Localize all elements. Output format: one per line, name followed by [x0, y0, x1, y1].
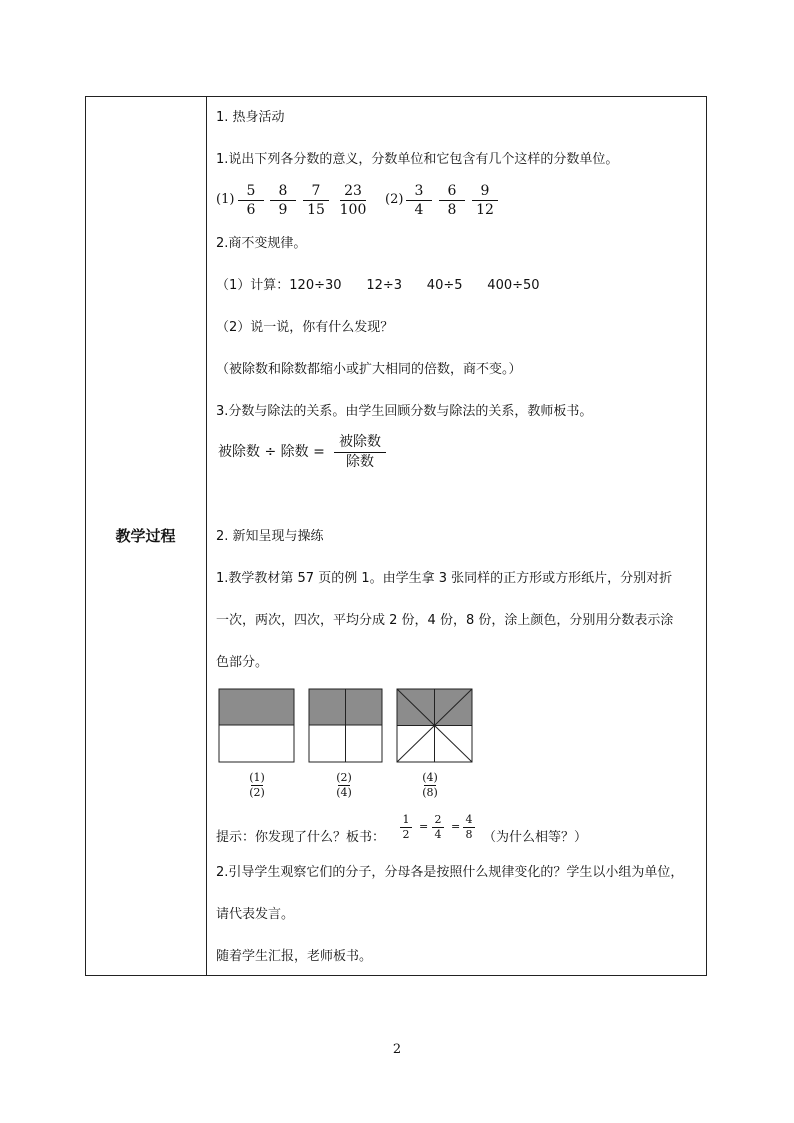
fraction: 5 6 [234, 183, 268, 218]
warmup-question-3: 3.分数与除法的关系。由学生回顾分数与除法的关系，教师板书。 [216, 404, 593, 419]
equals-sign: = [451, 820, 461, 833]
paragraph-1-line-3: 色部分。 [216, 655, 269, 670]
formula-numerator: 被除数 [339, 434, 381, 450]
new-knowledge-heading: 2. 新知呈现与操练 [216, 529, 324, 544]
figure-caption: (1) (2) [249, 771, 265, 799]
formula-denominator: 除数 [346, 454, 374, 470]
hint-suffix: （为什么相等？） [483, 830, 588, 845]
section-label: 教学过程 [115, 527, 176, 545]
calc-line: （1）计算：120÷30 12÷3 40÷5 400÷50 [216, 278, 540, 293]
fraction: 2 4 [426, 814, 450, 841]
page-number: 2 [392, 1042, 402, 1057]
fraction: 23 100 [339, 183, 367, 218]
paper-eighths [397, 689, 472, 762]
warmup-heading: 1. 热身活动 [216, 110, 285, 125]
fraction: 1 2 [394, 814, 418, 841]
formula-left: 被除数 ÷ 除数 = [218, 444, 325, 460]
figure-caption: (4) (8) [422, 771, 438, 799]
say-line: （2）说一说，你有什么发现？ [216, 320, 394, 335]
fraction-group-2-label: (2) [385, 192, 404, 207]
warmup-question-2: 2.商不变规律。 [216, 236, 307, 251]
paragraph-3: 随着学生汇报，老师板书。 [216, 949, 373, 964]
paper-quarters [309, 689, 382, 762]
fraction: 6 8 [435, 183, 469, 218]
fraction: 7 15 [299, 183, 333, 218]
paragraph-2-line-2: 请代表发言。 [216, 907, 295, 922]
equals-sign: = [419, 820, 429, 833]
paragraph-1-line-1: 1.教学教材第 57 页的例 1。由学生拿 3 张同样的正方形或方形纸片，分别对折 [216, 571, 673, 586]
hint-prefix: 提示：你发现了什么？板书： [216, 830, 386, 845]
paragraph-1-line-2: 一次，两次，四次，平均分成 2 份，4 份，8 份，涂上颜色，分别用分数表示涂 [216, 613, 674, 628]
paragraph-2-line-1: 2.引导学生观察它们的分子，分母各是按照什么规律变化的？学生以小组为单位， [216, 865, 684, 880]
answer-line: （被除数和除数都缩小或扩大相同的倍数，商不变。） [216, 362, 522, 377]
fraction: 9 12 [468, 183, 502, 218]
fraction-group-1-label: (1) [216, 192, 235, 207]
figure-caption: (2) (4) [336, 771, 352, 799]
fraction: 3 4 [402, 183, 436, 218]
fraction: 8 9 [266, 183, 300, 218]
fraction: 4 8 [457, 814, 481, 841]
paper-halves [219, 689, 294, 762]
warmup-question-1: 1.说出下列各分数的意义，分数单位和它包含有几个这样的分数单位。 [216, 152, 619, 167]
